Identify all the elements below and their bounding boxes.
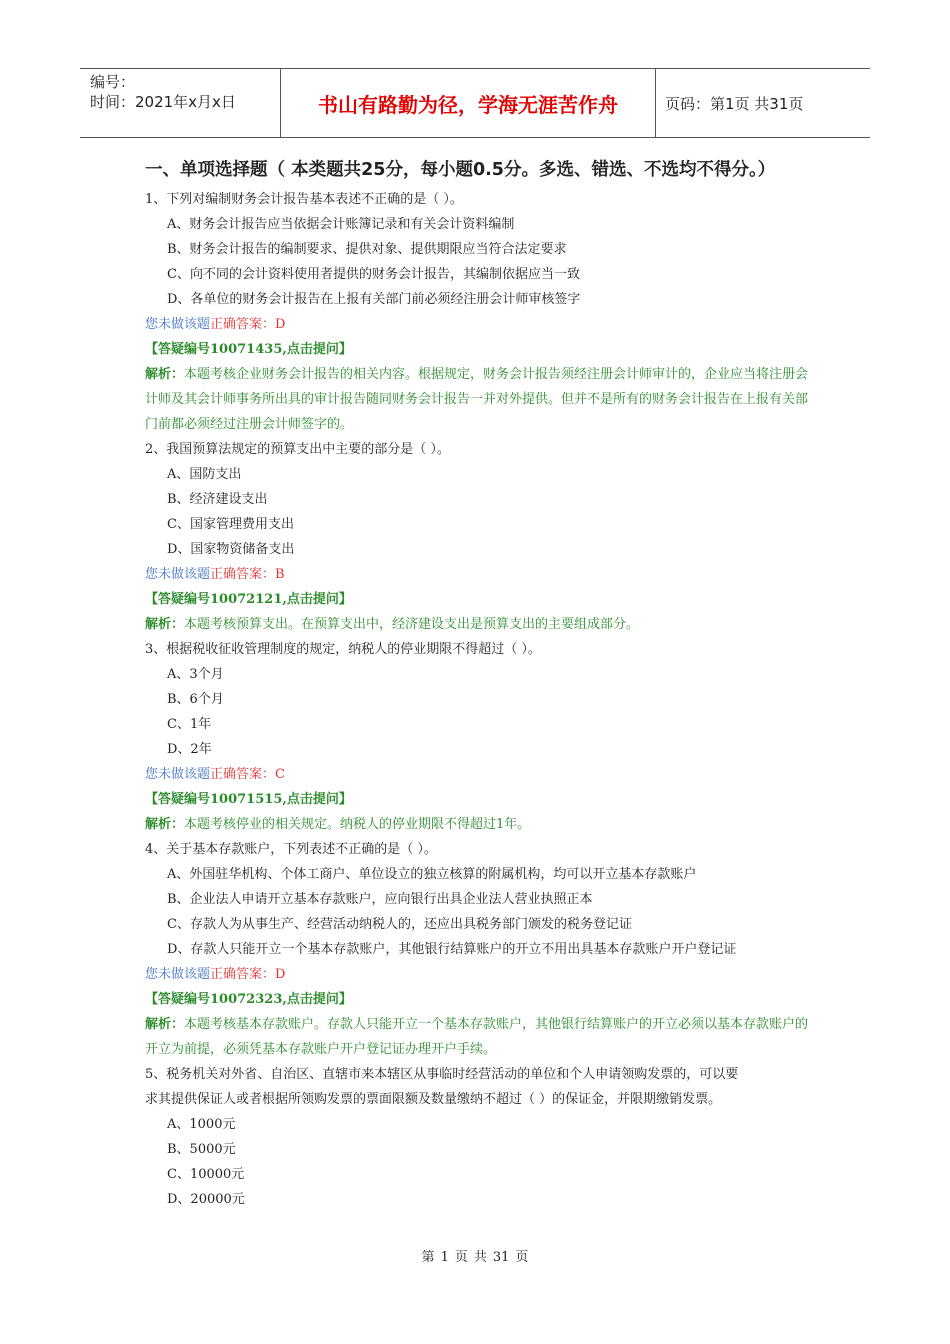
time-label: 时间：2021年x月x日 bbox=[90, 93, 236, 111]
option[interactable]: D、20000元 bbox=[167, 1192, 245, 1207]
answer-status bbox=[145, 312, 810, 337]
qa-link[interactable]: 【答疑编号10072121,点击提问】 bbox=[145, 592, 352, 607]
question-3 bbox=[145, 637, 810, 837]
option[interactable]: A、3个月 bbox=[167, 667, 224, 682]
analysis-text: 本题考核停业的相关规定。纳税人的停业期限不得超过1年。 bbox=[184, 817, 531, 832]
answer-prefix: 正确答案： bbox=[210, 767, 276, 782]
option[interactable]: C、10000元 bbox=[167, 1167, 245, 1182]
document-body bbox=[145, 158, 810, 1212]
qa-link[interactable]: 【答疑编号10072323,点击提问】 bbox=[145, 992, 352, 1007]
question-stem: 3、根据税收征收管理制度的规定，纳税人的停业期限不得超过（ ）。 bbox=[145, 642, 541, 657]
option[interactable]: D、各单位的财务会计报告在上报有关部门前必须经注册会计师审核签字 bbox=[167, 292, 581, 307]
answer-status bbox=[145, 962, 810, 987]
answer-prefix: 正确答案： bbox=[210, 967, 276, 982]
question-stem: 2、我国预算法规定的预算支出中主要的部分是（ ）。 bbox=[145, 442, 450, 457]
question-stem-cont: 求其提供保证人或者根据所领购发票的票面限额及数量缴纳不超过（ ）的保证金，并限期缴销发票。 bbox=[145, 1092, 722, 1107]
footer-gong: 共 bbox=[473, 1250, 487, 1265]
code-label: 编号： bbox=[90, 73, 136, 91]
footer-ye2: 页 bbox=[515, 1250, 529, 1265]
answer-prefix: 正确答案： bbox=[210, 567, 276, 582]
qa-link[interactable]: 【答疑编号10071515,点击提问】 bbox=[145, 792, 352, 807]
footer-total-pages: 31 bbox=[492, 1250, 510, 1265]
motto: 书山有路勤为径，学海无涯苦作舟 bbox=[318, 92, 618, 117]
qa-link[interactable]: 【答疑编号10071435,点击提问】 bbox=[145, 342, 352, 357]
analysis-text: 本题考核基本存款账户。存款人只能开立一个基本存款账户，其他银行结算账户的开立必须以基本存款账户的开立为前提，必须凭基本存款账户开户登记证办理开户手续。 bbox=[145, 1017, 809, 1057]
answer-status bbox=[145, 762, 810, 787]
option[interactable]: B、6个月 bbox=[167, 692, 224, 707]
not-answered-text: 您未做该题 bbox=[145, 317, 211, 332]
not-answered-text: 您未做该题 bbox=[145, 967, 211, 982]
option[interactable]: D、存款人只能开立一个基本存款账户，其他银行结算账户的开立不用出具基本存款账户开户登记证 bbox=[167, 942, 737, 957]
analysis-label: 解析： bbox=[145, 817, 185, 832]
footer-ye: 页 bbox=[454, 1250, 468, 1265]
question-stem: 4、关于基本存款账户，下列表述不正确的是（ ）。 bbox=[145, 842, 437, 857]
option[interactable]: C、国家管理费用支出 bbox=[167, 517, 294, 532]
analysis-text: 本题考核企业财务会计报告的相关内容。根据规定，财务会计报告须经注册会计师审计的，企业应当将注册会计师及其会计师事务所出具的审计报告随同财务会计报告一并对外提供。但并不是所有的财务会计报告在上报有关部门前都必须经过注册会计师签字的。 bbox=[145, 367, 809, 432]
answer-prefix: 正确答案： bbox=[210, 317, 276, 332]
correct-answer: C bbox=[275, 767, 285, 782]
option[interactable]: B、财务会计报告的编制要求、提供对象、提供期限应当符合法定要求 bbox=[167, 242, 567, 257]
analysis bbox=[145, 612, 810, 637]
option[interactable]: A、财务会计报告应当依据会计账簿记录和有关会计资料编制 bbox=[167, 217, 515, 232]
question-2 bbox=[145, 437, 810, 637]
option[interactable]: B、企业法人申请开立基本存款账户，应向银行出具企业法人营业执照正本 bbox=[167, 892, 593, 907]
correct-answer: D bbox=[275, 317, 286, 332]
question-stem: 1、下列对编制财务会计报告基本表述不正确的是（ ）。 bbox=[145, 192, 463, 207]
analysis bbox=[145, 362, 810, 437]
option[interactable]: C、向不同的会计资料使用者提供的财务会计报告，其编制依据应当一致 bbox=[167, 267, 580, 282]
correct-answer: D bbox=[275, 967, 286, 982]
footer-page-number: 1 bbox=[440, 1250, 449, 1265]
analysis-label: 解析： bbox=[145, 1017, 185, 1032]
header-left-cell bbox=[80, 69, 280, 137]
analysis bbox=[145, 812, 810, 837]
option[interactable]: C、存款人为从事生产、经营活动纳税人的，还应出具税务部门颁发的税务登记证 bbox=[167, 917, 632, 932]
header-motto-cell bbox=[280, 69, 656, 137]
option[interactable]: A、外国驻华机构、个体工商户、单位设立的独立核算的附属机构，均可以开立基本存款账户 bbox=[167, 867, 697, 882]
option[interactable]: A、国防支出 bbox=[167, 467, 242, 482]
analysis bbox=[145, 1012, 810, 1062]
footer-di: 第 bbox=[421, 1250, 435, 1265]
analysis-text: 本题考核预算支出。在预算支出中，经济建设支出是预算支出的主要组成部分。 bbox=[184, 617, 640, 632]
question-1 bbox=[145, 187, 810, 437]
question-4 bbox=[145, 837, 810, 1062]
page-footer bbox=[0, 1246, 950, 1265]
answer-status bbox=[145, 562, 810, 587]
analysis-label: 解析： bbox=[145, 367, 185, 382]
question-5 bbox=[145, 1062, 810, 1212]
analysis-label: 解析： bbox=[145, 617, 185, 632]
option[interactable]: B、5000元 bbox=[167, 1142, 236, 1157]
header-table bbox=[80, 68, 870, 138]
section-title: 一、单项选择题（ 本类题共25分，每小题0.5分。多选、错选、不选均不得分。） bbox=[145, 160, 776, 180]
option[interactable]: C、1年 bbox=[167, 717, 212, 732]
correct-answer: B bbox=[275, 567, 285, 582]
option[interactable]: A、1000元 bbox=[167, 1117, 236, 1132]
option[interactable]: D、国家物资储备支出 bbox=[167, 542, 295, 557]
question-list bbox=[145, 187, 810, 1062]
option[interactable]: D、2年 bbox=[167, 742, 212, 757]
page-info: 页码：第1页 共31页 bbox=[665, 94, 804, 113]
option[interactable]: B、经济建设支出 bbox=[167, 492, 268, 507]
not-answered-text: 您未做该题 bbox=[145, 567, 211, 582]
question-stem: 5、税务机关对外省、自治区、直辖市来本辖区从事临时经营活动的单位和个人申请领购发票的，可以要 bbox=[145, 1067, 739, 1082]
not-answered-text: 您未做该题 bbox=[145, 767, 211, 782]
